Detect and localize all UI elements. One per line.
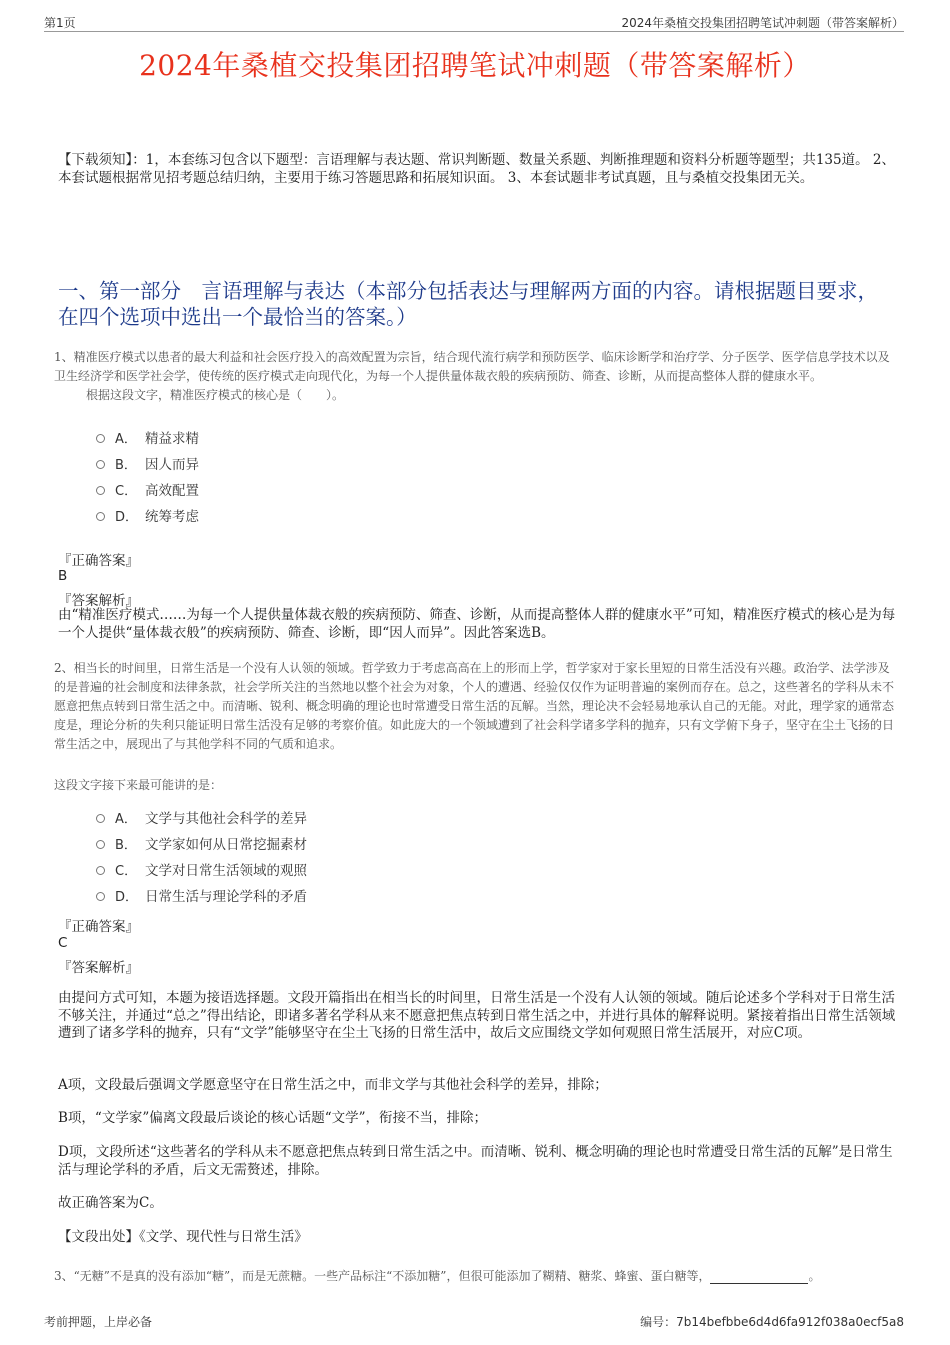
page-number: 第1页 bbox=[44, 16, 76, 30]
header-doc-title: 2024年桑植交投集团招聘笔试冲刺题（带答案解析） bbox=[621, 16, 904, 30]
radio-icon[interactable] bbox=[96, 434, 105, 443]
question-2-prompt: 这段文字接下来最可能讲的是： bbox=[54, 778, 223, 792]
q2-analysis-b: B项，“文学家”偏离文段最后谈论的核心话题“文学”，衔接不当，排除； bbox=[58, 1110, 488, 1126]
q1-option-d[interactable]: D． 统筹考虑 bbox=[96, 504, 199, 530]
download-notice: 【下载须知】：1，本套练习包含以下题型：言语理解与表达题、常识判断题、数量关系题、判断推理题和资料分析题等题型；共135道。 2、本套试题根据常见招考题总结归纳，主要用于练习答题思路和拓展知识面。 3、本套试题非考试真题，且与桑植交投集团无关。 bbox=[58, 152, 895, 186]
q2-source: 【文段出处】《文学、现代性与日常生活》 bbox=[58, 1229, 308, 1245]
radio-icon[interactable] bbox=[96, 814, 105, 823]
q2-option-b[interactable]: B． 文学家如何从日常挖掘素材 bbox=[96, 832, 307, 858]
q2-analysis-main: 由提问方式可知，本题为接语选择题。文段开篇指出在相当长的时间里，日常生活是一个没有人认领的领域。随后论述多个学科对于日常生活不够关注，并通过“总之”得出结论，即诸多著名学科从来不愿意把焦点转到日常生活之中，并进行具体的解释说明。紧接着指出日常生活领域遭到了诸多学科的抛弃，只有“文学”能够坚守在尘土飞扬的日常生活中，故后文应围绕文学如何观照日常生活展开，对应C项。 bbox=[58, 990, 896, 1041]
question-3-stem: 3、“无糖”不是真的没有添加“糖”，而是无蔗糖。一些产品标注“不添加糖”，但很可能添加了糊精、糖浆、蜂蜜、蛋白糖等， bbox=[54, 1269, 711, 1283]
question-1-prompt: 根据这段文字，精准医疗模式的核心是（ ）。 bbox=[86, 388, 345, 402]
question-1-stem: 1、精准医疗模式以患者的最大利益和社会医疗投入的高效配置为宗旨，结合现代流行病学和预防医学、临床诊断学和治疗学、分子医学、医学信息学技术以及卫生经济学和医学社会学，使传统的医疗模式走向现代化，为每一个人提供量体裁衣般的疾病预防、筛查、诊断，从而提高整体人群的健康水平。 bbox=[54, 350, 890, 383]
radio-icon[interactable] bbox=[96, 460, 105, 469]
question-1 bbox=[54, 348, 900, 405]
q1-analysis-label: 『答案解析』 bbox=[58, 593, 139, 609]
q1-option-a[interactable]: A． 精益求精 bbox=[96, 426, 199, 452]
q1-correct-label: 『正确答案』 bbox=[58, 553, 139, 569]
q2-analysis-conclusion: 故正确答案为C。 bbox=[58, 1195, 163, 1211]
radio-icon[interactable] bbox=[96, 892, 105, 901]
radio-icon[interactable] bbox=[96, 486, 105, 495]
radio-icon[interactable] bbox=[96, 840, 105, 849]
q1-analysis: 由“精准医疗模式……为每一个人提供量体裁衣般的疾病预防、筛查、诊断，从而提高整体人群的健康水平”可知，精准医疗模式的核心是为每一个人提供“量体裁衣般”的疾病预防、筛查、诊断，即“因人而异”。因此答案选B。 bbox=[58, 607, 896, 641]
q1-answer: B bbox=[58, 568, 68, 584]
page-title: 2024年桑植交投集团招聘笔试冲刺题（带答案解析） bbox=[139, 49, 811, 82]
q2-answer: C bbox=[58, 935, 68, 951]
q2-analysis-label: 『答案解析』 bbox=[58, 960, 139, 976]
q2-analysis-d: D项，文段所述“这些著名的学科从未不愿意把焦点转到日常生活之中。而清晰、锐利、概念明确的理论也时常遭受日常生活的瓦解”是日常生活与理论学科的矛盾，后文无需赘述，排除。 bbox=[58, 1144, 893, 1178]
q2-option-d[interactable]: D． 日常生活与理论学科的矛盾 bbox=[96, 884, 307, 910]
q2-option-c[interactable]: C． 文学对日常生活领域的观照 bbox=[96, 858, 307, 884]
q2-correct-label: 『正确答案』 bbox=[58, 919, 139, 935]
radio-icon[interactable] bbox=[96, 512, 105, 521]
question-2 bbox=[54, 659, 900, 754]
footer-doc-id: 编号：7b14befbbe6d4d6fa912f038a0ecf5a8 bbox=[640, 1315, 904, 1329]
header-divider bbox=[44, 31, 904, 32]
question-2-stem: 2、相当长的时间里，日常生活是一个没有人认领的领域。哲学致力于考虑高高在上的形而上学，哲学家对于家长里短的日常生活没有兴趣。政治学、法学涉及的是普遍的社会制度和法律条款，社会学所关注的当然地以整个社会为对象，个人的遭遇、经验仅仅作为证明普遍的案例而存在。总之，这些著名的学科从未不愿意把焦点转到日常生活之中。而清晰、锐利、概念明确的理论也时常遭受日常生活的瓦解。当然，理论决不会轻易地承认自己的无能。对此，理学家的通常态度是，理论分析的失利只能证明日常生活没有足够的考察价值。如此庞大的一个领域遭到了社会科学诸多学科的抛弃，只有文学俯下身子，坚守在尘土飞扬的日常生活之中，展现出了与其他学科不同的气质和追求。 bbox=[54, 661, 895, 751]
section-heading: 一、第一部分 言语理解与表达（本部分包括表达与理解两方面的内容。请根据题目要求，在四个选项中选出一个最恰当的答案。） bbox=[58, 279, 878, 329]
q1-option-b[interactable]: B． 因人而异 bbox=[96, 452, 199, 478]
answer-blank bbox=[710, 1271, 808, 1284]
radio-icon[interactable] bbox=[96, 866, 105, 875]
q2-option-a[interactable]: A． 文学与其他社会科学的差异 bbox=[96, 806, 307, 832]
q2-analysis-a: A项，文段最后强调文学愿意坚守在日常生活之中，而非文学与其他社会科学的差异，排除； bbox=[58, 1077, 608, 1093]
footer-slogan: 考前押题，上岸必备 bbox=[44, 1315, 153, 1329]
q1-option-c[interactable]: C． 高效配置 bbox=[96, 478, 199, 504]
question-3: 3、“无糖”不是真的没有添加“糖”，而是无蔗糖。一些产品标注“不添加糖”，但很可能添加了糊精、糖浆、蜂蜜、蛋白糖等， 。 bbox=[54, 1269, 821, 1283]
